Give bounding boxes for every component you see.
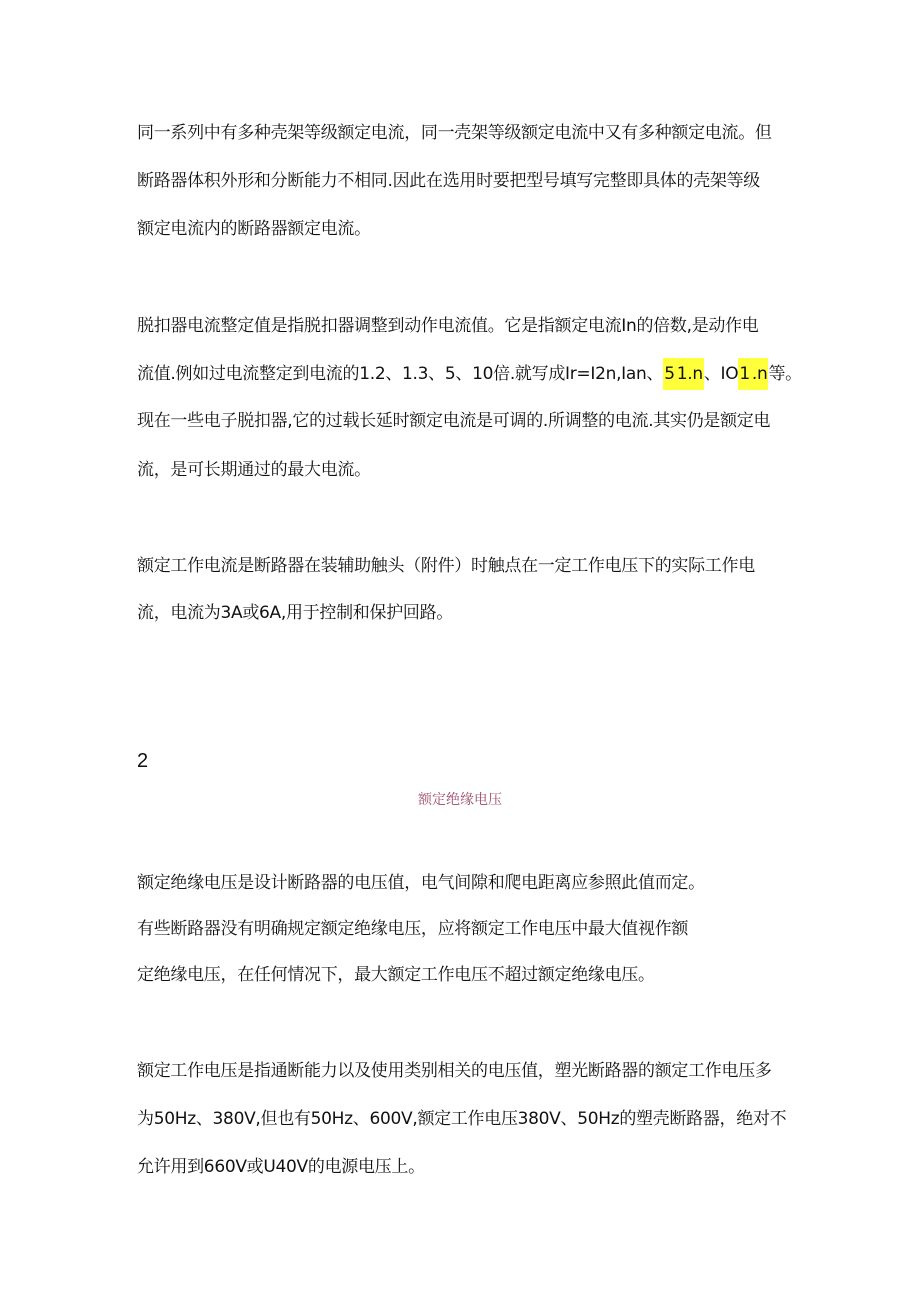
paragraph-1-line-3: 额定电流内的断路器额定电流。 (137, 219, 371, 239)
line-text-pre: 流值.例如过电流整定到电流的1.2、1.3、5、10倍.就写成Ir=I2n,Ian、 (137, 364, 664, 384)
highlight-mark-1: 5 (663, 358, 676, 390)
paragraph-1-line-2: 断路器体积外形和分断能力不相同.因此在选用时要把型号填写完整即具体的壳架等级 (137, 171, 761, 191)
paragraph-2-line-2 (137, 362, 802, 386)
highlight-mark-2-rest: .n (751, 358, 769, 390)
paragraph-3-line-1: 额定工作电流是断路器在装辅助触头（附件）时触点在一定工作电压下的实际工作电 (137, 556, 755, 576)
highlight-mark-2: 1 (738, 358, 751, 390)
paragraph-5-line-2: 为50Hz、380V,但也有50Hz、600V,额定工作电压380V、50Hz的塑壳断路器，绝对不 (137, 1109, 787, 1129)
paragraph-5-line-1: 额定工作电压是指通断能力以及使用类别相关的电压值，塑光断路器的额定工作电压多 (137, 1061, 772, 1081)
paragraph-2-line-4: 流，是可长期通过的最大电流。 (137, 460, 371, 480)
highlight-mark-1-rest: 1.n (676, 358, 704, 390)
line-text-post: 等。 (768, 364, 802, 384)
section-title: 额定绝缘电压 (418, 792, 502, 808)
paragraph-2-line-3: 现在一些电子脱扣器,它的过载长延时额定电流是可调的.所调整的电流.其实仍是额定电 (137, 411, 771, 431)
section-number: 2 (137, 750, 149, 772)
paragraph-4-line-3: 定绝缘电压，在任何情况下，最大额定工作电压不超过额定绝缘电压。 (137, 965, 655, 985)
line-text-mid: 、IO (703, 364, 739, 384)
paragraph-2-line-1: 脱扣器电流整定值是指脱扣器调整到动作电流值。它是指额定电流In的倍数,是动作电 (137, 316, 759, 336)
paragraph-1-line-1: 同一系列中有多种壳架等级额定电流，同一壳架等级额定电流中又有多种额定电流。但 (137, 123, 772, 143)
paragraph-4-line-1: 额定绝缘电压是设计断路器的电压值，电气间隙和爬电距离应参照此值而定。 (137, 873, 705, 893)
paragraph-4-line-2: 有些断路器没有明确规定额定绝缘电压，应将额定工作电压中最大值视作额 (137, 919, 689, 939)
paragraph-5-line-3: 允许用到660V或U40V的电源电压上。 (137, 1157, 425, 1177)
paragraph-3-line-2: 流，电流为3A或6A,用于控制和保护回路。 (137, 603, 453, 623)
